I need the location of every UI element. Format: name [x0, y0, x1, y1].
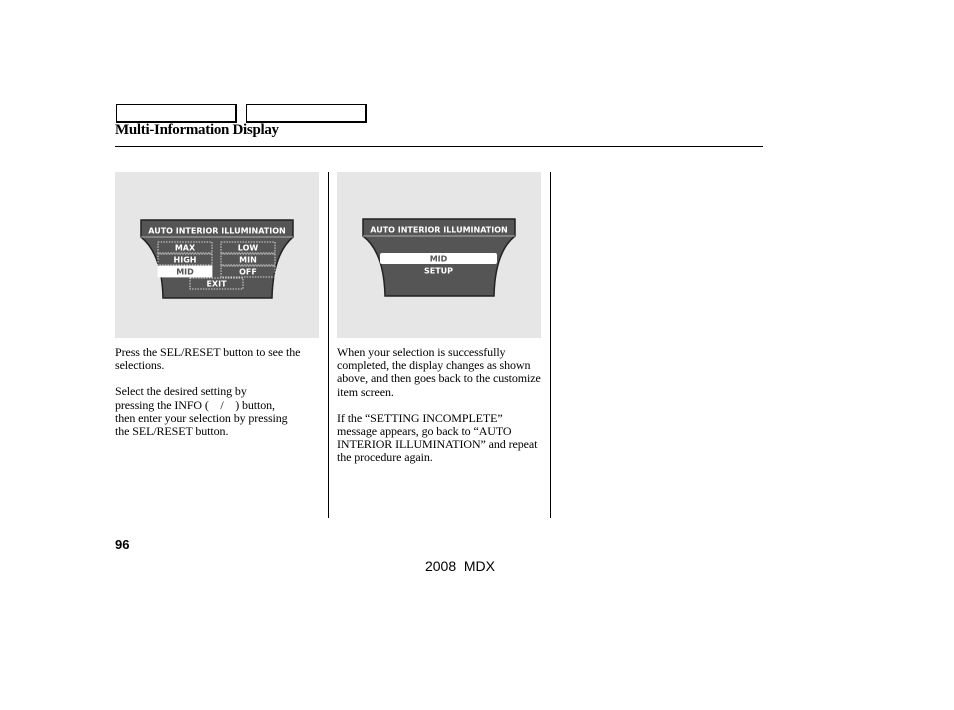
lcd-status: SETUP — [423, 266, 454, 276]
text-line: the SEL/RESET button. — [115, 424, 229, 439]
column-divider-1 — [328, 172, 329, 518]
lcd-exit: EXIT — [206, 279, 227, 289]
model-label: 2008 MDX — [424, 558, 496, 574]
lcd-screen-selection — [115, 172, 319, 338]
lcd-option: MIN — [239, 255, 257, 265]
text-line: then enter your selection by pressing — [115, 410, 288, 425]
paragraph — [115, 385, 320, 438]
display-figure-complete — [337, 172, 541, 338]
lcd-option-selected: MID — [176, 267, 194, 277]
lcd-screen-complete — [337, 172, 541, 338]
display-figure-selection — [115, 172, 319, 338]
header-tab-right — [246, 104, 367, 123]
header-tab-left — [116, 104, 237, 123]
left-column-text — [115, 346, 320, 451]
lcd-option: HIGH — [173, 255, 197, 265]
paragraph: When your selection is successfully completed, the display changes as shown above, and then goes back to the customize item screen. — [337, 345, 541, 399]
text-line: pressing the INFO ( / ) button, — [115, 397, 275, 412]
page-number: 96 — [115, 537, 130, 552]
paragraph: If the “SETTING INCOMPLETE” message appears, go back to “AUTO INTERIOR ILLUMINATION” and repeat the procedure again. — [337, 410, 538, 465]
lcd-title: AUTO INTERIOR ILLUMINATION — [148, 226, 286, 236]
footer-model — [0, 558, 954, 574]
text-line: Select the desired setting by — [115, 384, 247, 399]
lcd-option-selected: MID — [429, 254, 448, 264]
lcd-option: OFF — [239, 267, 257, 277]
column-divider-2 — [550, 172, 551, 518]
right-column-text — [337, 346, 542, 478]
lcd-option: MAX — [174, 243, 196, 253]
header-rule — [115, 146, 763, 147]
paragraph: Press the SEL/RESET button to see the selections. — [115, 345, 301, 373]
section-title: Multi-Information Display — [115, 122, 279, 138]
lcd-option: LOW — [237, 243, 259, 253]
lcd-title: AUTO INTERIOR ILLUMINATION — [370, 225, 508, 235]
